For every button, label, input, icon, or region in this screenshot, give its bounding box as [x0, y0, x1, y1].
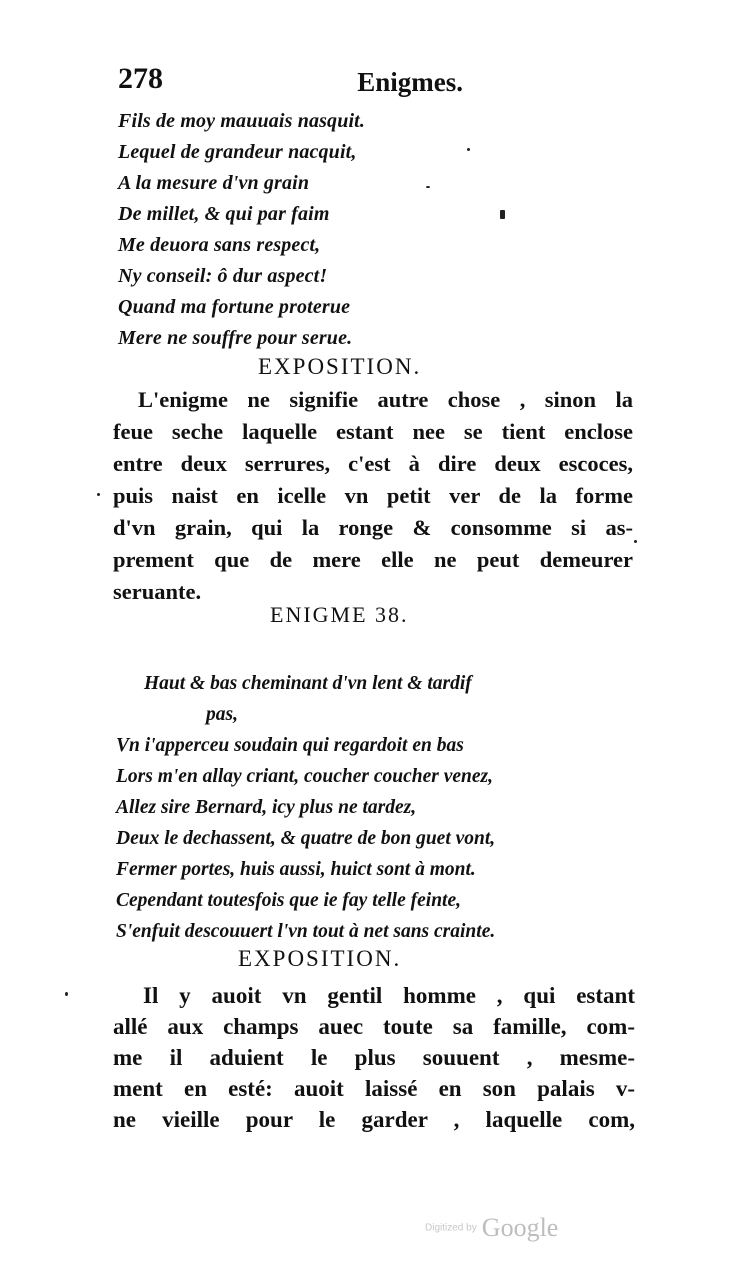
prose-line: d'vn grain, qui la ronge & consomme si as- [113, 515, 633, 540]
exposition-heading: EXPOSITION. [238, 946, 402, 971]
enigme-title: ENIGME 38. [270, 602, 409, 627]
exposition-text-1 [113, 384, 633, 608]
verse-line: A la mesure d'vn grain [118, 172, 310, 194]
verse-line: Deux le dechassent, & quatre de bon guet vont, [116, 828, 496, 849]
verse-line: Lors m'en allay criant, coucher coucher venez, [116, 766, 493, 787]
prose-line: prement que de mere elle ne peut demeurer [113, 547, 633, 572]
verse-line: Quand ma fortune proterue [118, 296, 351, 318]
digitized-prefix: Digitized by [425, 1222, 477, 1234]
verse-line: S'enfuit descouuert l'vn tout à net sans crainte. [116, 921, 496, 942]
verse-line: Lequel de grandeur nacquit, [118, 141, 357, 163]
ink-speck [426, 186, 430, 188]
verse-line: Haut & bas cheminant d'vn lent & tardif [144, 673, 472, 694]
exposition-heading: EXPOSITION. [258, 354, 422, 379]
verse-line: Allez sire Bernard, icy plus ne tardez, [116, 797, 417, 818]
ink-speck [97, 493, 100, 496]
verse-line: Fermer portes, huis aussi, huict sont à mont. [116, 859, 476, 880]
verse-line: Vn i'apperceu soudain qui regardoit en bas [116, 735, 464, 756]
verse-line: Cependant toutesfois que ie fay telle feinte, [116, 890, 461, 911]
verse-line: De millet, & qui par faim [118, 203, 330, 225]
prose-line: L'enigme ne signifie autre chose , sinon la [138, 387, 633, 412]
verse-line: pas, [206, 704, 238, 725]
ink-speck [500, 210, 505, 219]
verse-line: Fils de moy mauuais nasquit. [118, 110, 366, 132]
ink-speck [65, 992, 68, 996]
running-title: Enigmes. [357, 67, 463, 97]
prose-line: entre deux serrures, c'est à dire deux escoces, [113, 451, 633, 476]
page-number: 278 [118, 62, 163, 95]
verse-block-2 [116, 668, 636, 947]
verse-line: Me deuora sans respect, [118, 234, 321, 256]
ink-speck [634, 540, 637, 543]
ink-speck [467, 148, 470, 151]
page-header [118, 62, 463, 102]
prose-line: puis naist en icelle vn petit ver de la forme [113, 483, 633, 508]
prose-line: ne vieille pour le garder , laquelle com, [113, 1107, 635, 1132]
exposition-text-2 [113, 980, 635, 1135]
verse-line: Mere ne souffre pour serue. [118, 327, 353, 349]
prose-line: seruante. [113, 579, 202, 604]
prose-line: feue seche laquelle estant nee se tient enclose [113, 419, 633, 444]
verse-line: Ny conseil: ô dur aspect! [118, 265, 328, 287]
prose-line: Il y auoit vn gentil homme , qui estant [143, 983, 635, 1008]
prose-line: ment en esté: auoit laissé en son palais v- [113, 1076, 635, 1101]
verse-block-1 [118, 106, 458, 354]
digitized-watermark [425, 1213, 558, 1243]
google-logo: Google [481, 1213, 559, 1242]
prose-line: me il aduient le plus souuent , mesme- [113, 1045, 635, 1070]
prose-line: allé aux champs auec toute sa famille, com- [113, 1014, 635, 1039]
